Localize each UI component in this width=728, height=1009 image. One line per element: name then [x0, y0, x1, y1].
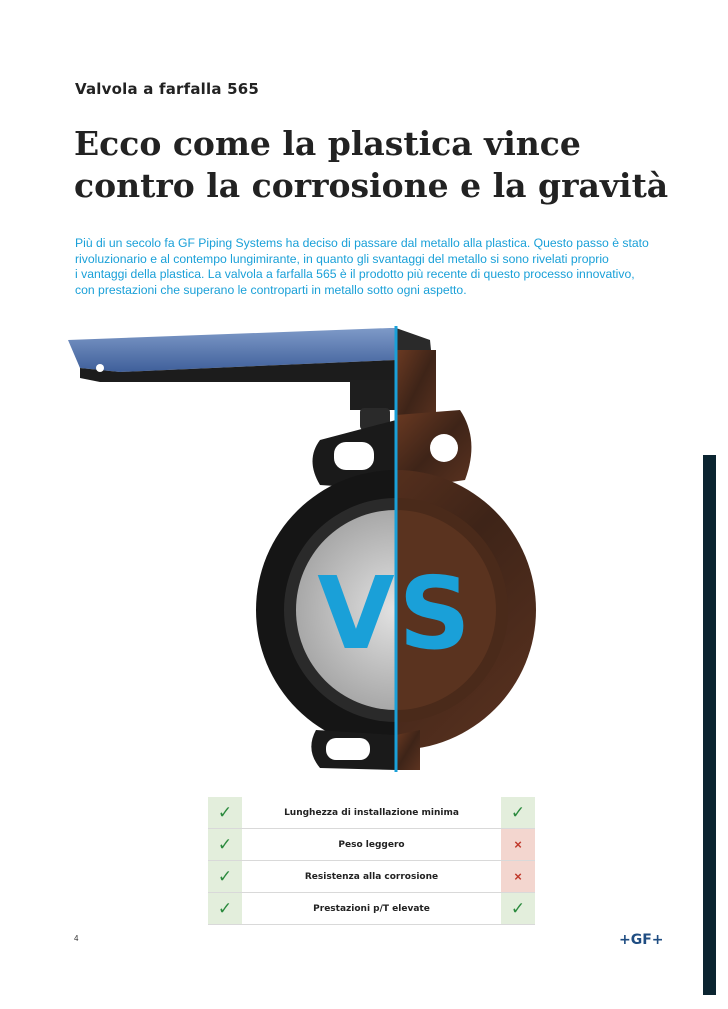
headline-line-1: Ecco come la plastica vince [74, 124, 581, 163]
product-subtitle: Valvola a farfalla 565 [75, 80, 259, 98]
intro-line-4: con prestazioni che superano le controparti in metallo sotto ogni aspetto. [75, 282, 467, 297]
comparison-label: Resistenza alla corrosione [304, 871, 439, 882]
comparison-row [208, 797, 535, 829]
comparison-label: Lunghezza di installazione minima [284, 807, 459, 818]
intro-line-2: rivoluzionario e al contempo lungimirante, in quanto gli svantaggi del metallo si sono rivelati proprio [75, 251, 609, 266]
sidebar-accent-bar [703, 455, 716, 995]
comparison-row [208, 829, 535, 861]
check-icon: ✓ [501, 893, 535, 924]
intro-line-1: Più di un secolo fa GF Piping Systems ha deciso di passare dal metallo alla plastica. Questo passo è stato [75, 236, 649, 250]
comparison-row [208, 861, 535, 893]
comparison-label: Prestazioni p/T elevate [313, 903, 430, 914]
valve-handle [68, 328, 432, 382]
intro-line-3: i vantaggi della plastica. La valvola a farfalla 565 è il prodotto più recente di questo processo innovativo, [75, 267, 635, 282]
comparison-label: Peso leggero [338, 839, 405, 850]
comparison-table [208, 797, 535, 925]
check-icon: ✓ [208, 893, 242, 924]
intro-paragraph [75, 236, 675, 298]
vs-overlay-text: VS [317, 555, 475, 672]
comparison-row [208, 893, 535, 925]
cross-icon: × [501, 829, 535, 860]
butterfly-valve-illustration [60, 320, 600, 780]
page-headline [74, 123, 694, 207]
gf-logo: +GF+ [619, 932, 664, 948]
check-icon: ✓ [208, 797, 242, 828]
cross-icon: × [501, 861, 535, 892]
page-number: 4 [74, 934, 79, 943]
check-icon: ✓ [208, 829, 242, 860]
headline-line-2: contro la corrosione e la gravità [74, 166, 669, 205]
check-icon: ✓ [208, 861, 242, 892]
check-icon: ✓ [501, 797, 535, 828]
